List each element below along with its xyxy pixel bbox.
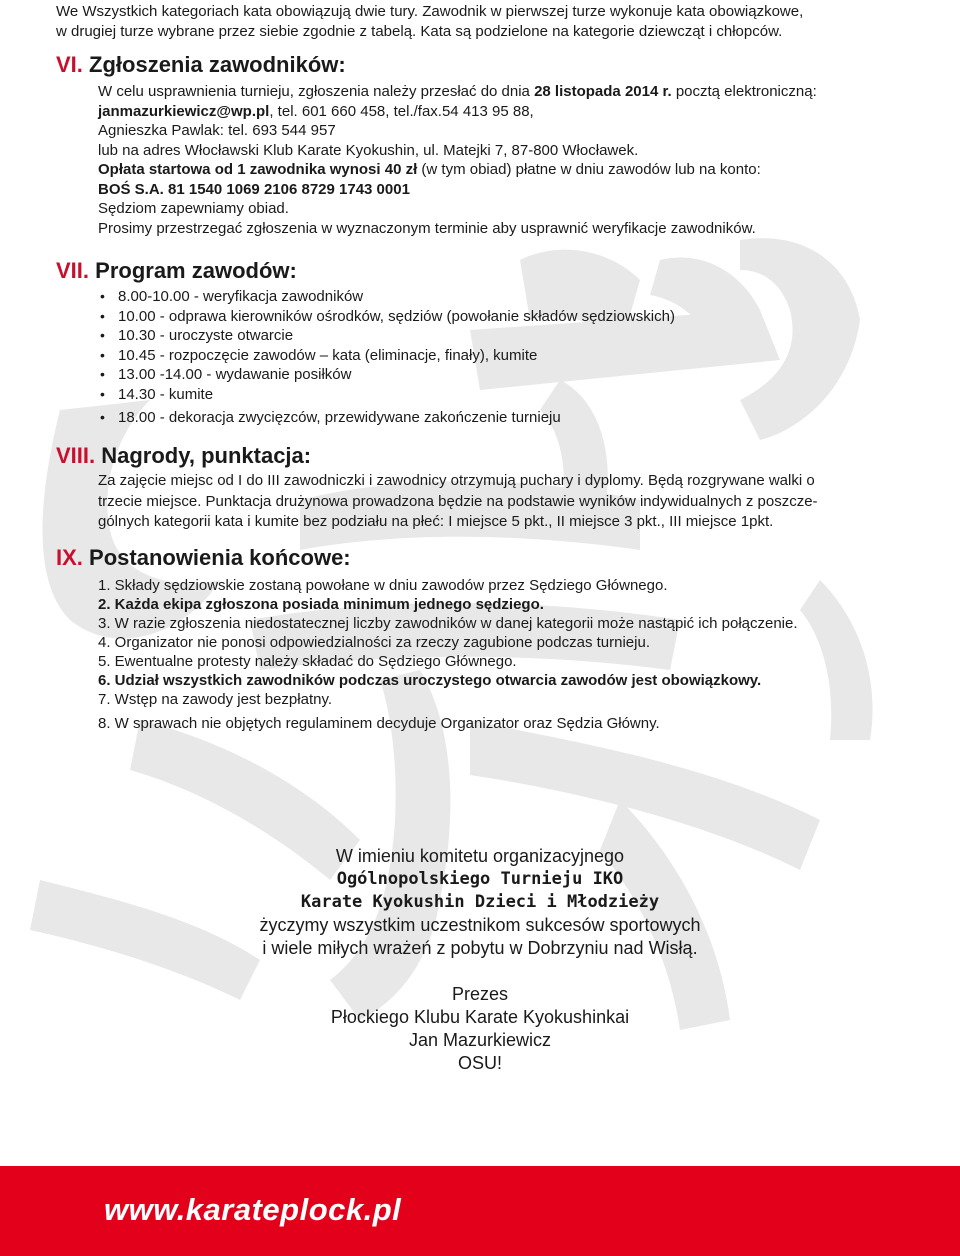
list-item: 4. Organizator nie ponosi odpowiedzialności za rzeczy zagubione podczas turnieju.: [98, 634, 650, 651]
list-item: 3. W razie zgłoszenia niedostatecznej liczby zawodników w danej kategorii może nastąpić ich połączenie.: [98, 615, 798, 632]
closing-line: życzymy wszystkim uczestnikom sukcesów sportowych: [259, 915, 701, 935]
list-item: • 13.00 -14.00 - wydawanie posiłków: [98, 365, 675, 385]
registration-line: Agnieszka Pawlak: tel. 693 544 957: [98, 122, 336, 139]
signature-club: Płockiego Klubu Karate Kyokushinkai: [330, 1007, 630, 1027]
section-number: VI.: [56, 52, 83, 77]
section-title: Postanowienia końcowe:: [89, 545, 351, 570]
registration-line: lub na adres Włocławski Klub Karate Kyokushin, ul. Matejki 7, 87-800 Włocławek.: [98, 141, 639, 159]
tournament-name: Karate Kyokushin Dzieci i Młodzieży: [300, 892, 660, 912]
list-item: 7. Wstęp na zawody jest bezpłatny.: [98, 691, 333, 708]
signature-greeting: OSU!: [457, 1053, 502, 1073]
closing-line: i wiele miłych wrażeń z pobytu w Dobrzyniu nad Wisłą.: [262, 938, 698, 958]
section-heading-viii: [56, 443, 311, 469]
intro-paragraph: [56, 2, 936, 42]
signature-name: Jan Mazurkiewicz: [408, 1030, 552, 1050]
list-item: 1. Składy sędziowskie zostaną powołane w dniu zawodów przez Sędziego Głównego.: [98, 577, 668, 594]
list-item: 5. Ewentualne protesty należy składać do Sędziego Głównego.: [98, 653, 517, 670]
list-item: 8. W sprawach nie objętych regulaminem decyduje Organizator oraz Sędzia Główny.: [98, 715, 660, 732]
section-heading-ix: [56, 545, 351, 571]
awards-paragraph: [98, 471, 918, 533]
closing-message: [0, 845, 960, 960]
section-number: VIII.: [56, 443, 96, 468]
section-title: Program zawodów:: [95, 258, 297, 283]
list-item: • 10.00 - odprawa kierowników ośrodków, sędziów (powołanie składów sędziowskich): [98, 307, 675, 327]
bank-account: BOŚ S.A. 81 1540 1069 2106 8729 1743 0001: [98, 180, 410, 198]
section-number: VII.: [56, 258, 90, 283]
signature-title: Prezes: [451, 984, 509, 1004]
registration-line: Sędziom zapewniamy obiad.: [98, 200, 289, 217]
section-title: Nagrody, punktacja:: [101, 443, 312, 468]
fee-line: Opłata startowa od 1 zawodnika wynosi 40 zł (w tym obiad) płatne w dniu zawodów lub na konto:: [98, 161, 761, 178]
signature-block: [0, 983, 960, 1075]
registration-section: [98, 82, 918, 238]
list-item: • 10.30 - uroczyste otwarcie: [98, 326, 675, 346]
list-item: 6. Udział wszystkich zawodników podczas uroczystego otwarcia zawodów jest obowiązkowy.: [98, 672, 762, 689]
intro-line: w drugiej turze wybrane przez siebie zgodnie z tabelą. Kata są podzielone na kategorie dziewcząt i chłopców.: [56, 23, 783, 40]
closing-line: W imieniu komitetu organizacyjnego: [335, 846, 625, 866]
registration-line: janmazurkiewicz@wp.pl, tel. 601 660 458, tel./fax.54 413 95 88,: [98, 102, 534, 120]
list-item: • 10.45 - rozpoczęcie zawodów – kata (eliminacje, finały), kumite: [98, 346, 675, 366]
list-item: • 18.00 - dekoracja zwycięzców, przewidywane zakończenie turnieju: [98, 408, 675, 428]
section-heading-vii: [56, 258, 297, 284]
section-number: IX.: [56, 545, 83, 570]
list-item: • 8.00-10.00 - weryfikacja zawodników: [98, 287, 675, 307]
list-item: 2. Każda ekipa zgłoszona posiada minimum jednego sędziego.: [98, 596, 544, 613]
program-list: [98, 287, 675, 428]
awards-line: Za zajęcie miejsc od I do III zawodniczki i zawodnicy otrzymują puchary i dyplomy. Będą rozgrywane walki o: [98, 472, 815, 489]
website-link[interactable]: www.karateplock.pl: [104, 1192, 402, 1227]
registration-line: Prosimy przestrzegać zgłoszenia w wyznaczonym terminie aby usprawnić weryfikacje zawodników.: [98, 219, 756, 237]
final-provisions-list: [98, 576, 798, 733]
section-heading-vi: [56, 52, 346, 78]
registration-line: W celu usprawnienia turnieju, zgłoszenia należy przesłać do dnia 28 listopada 2014 r. pocztą elektroniczną:: [98, 83, 817, 100]
intro-line: We Wszystkich kategoriach kata obowiązują dwie tury. Zawodnik w pierwszej turze wykonuje kata obowiązkowe,: [56, 3, 804, 20]
awards-line: gólnych kategorii kata i kumite bez podziału na płeć: I miejsce 5 pkt., II miejsce 3 pkt., III miejsce 1pkt.: [98, 513, 774, 530]
footer-banner: [0, 1166, 960, 1256]
email-link[interactable]: janmazurkiewicz@wp.pl: [98, 102, 270, 120]
list-item: • 14.30 - kumite: [98, 385, 675, 405]
section-title: Zgłoszenia zawodników:: [89, 52, 346, 77]
awards-line: trzecie miejsce. Punktacja drużynowa prowadzona będzie na podstawie wyników indywidualnych z poszcze-: [98, 492, 818, 510]
tournament-name: Ogólnopolskiego Turnieju IKO: [336, 869, 624, 889]
